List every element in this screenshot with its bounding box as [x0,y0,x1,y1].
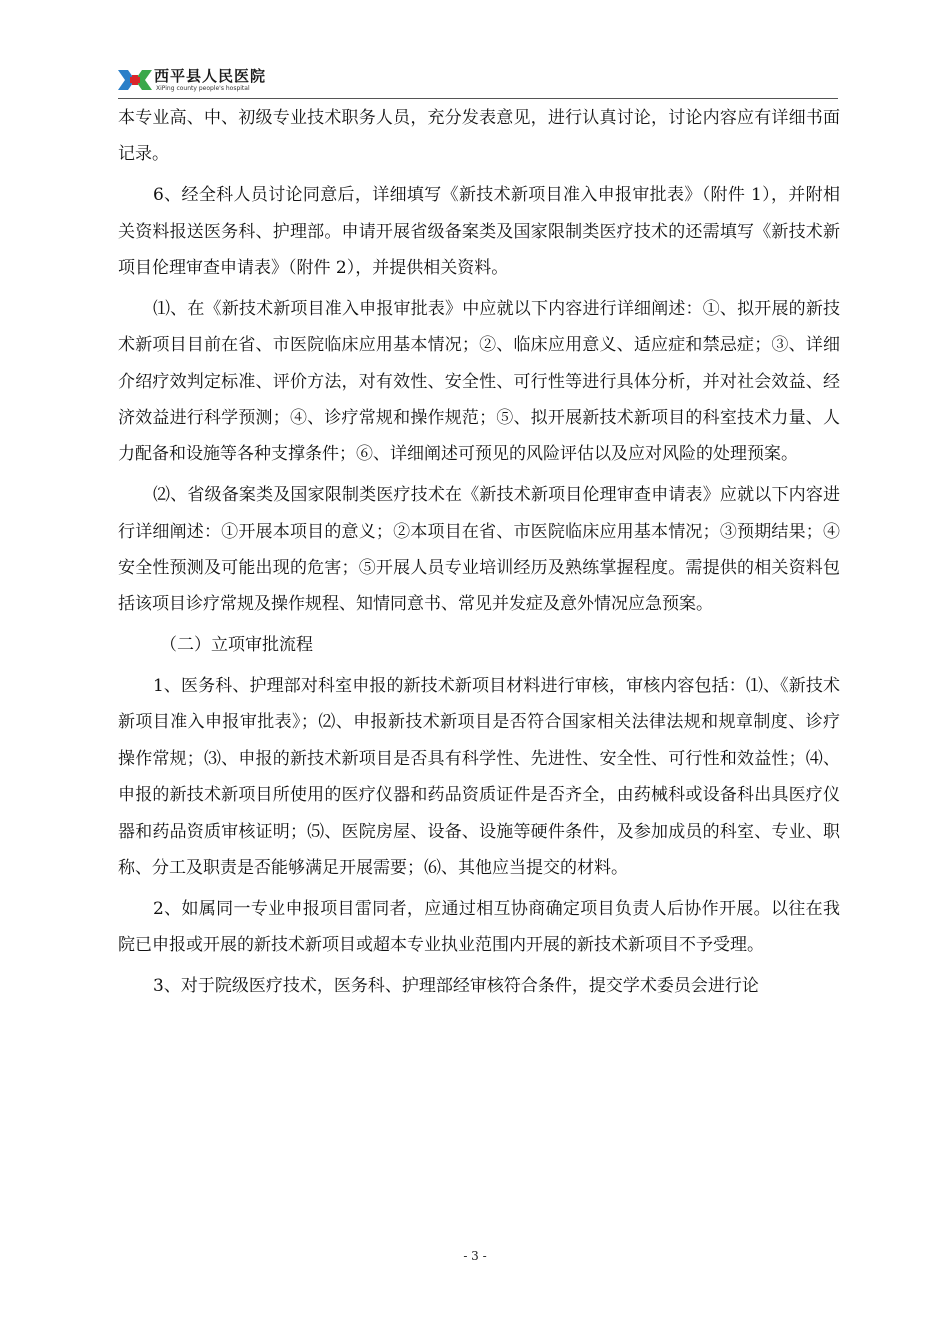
hospital-name-cn: 西平县人民医院 [154,67,267,85]
section-heading: （二）立项审批流程 [160,635,313,656]
paragraph-subitem-2: ⑵、省级备案类及国家限制类医疗技术在《新技术新项目伦理审查申请表》应就以下内容进行详细阐述：①开展本项目的意义；②本项目在省、市医院临床应用基本情况；③预期结果；④安全性预测及可能出现的危害；⑤开展人员专业培训经历及熟练掌握程度。需提供的相关资料包括该项目诊疗常规及操作规程、知情同意书、常见并发症及意外情况应急预案。 [118,485,840,615]
paragraph-item-6: 6、经全科人员讨论同意后，详细填写《新技术新项目准入申报审批表》（附件 1），并附相关资料报送医务科、护理部。申请开展省级备案类及国家限制类医疗技术的还需填写《新技术新项目伦理审查申请表》（附件 2），并提供相关资料。 [118,185,840,279]
hospital-logo-icon [118,66,152,94]
page-header [118,62,838,99]
page-number: - 3 - [463,1249,487,1263]
hospital-name-en: XiPing county people's hospital [156,85,250,92]
document-body [118,100,840,1009]
paragraph-step-1: 1、医务科、护理部对科室申报的新技术新项目材料进行审核，审核内容包括：⑴、《新技术新项目准入申报审批表》；⑵、申报新技术新项目是否符合国家相关法律法规和规章制度、诊疗操作常规；⑶、申报的新技术新项目是否具有科学性、先进性、安全性、可行性和效益性；⑷、申报的新技术新项目所使用的医疗仪器和药品资质证件是否齐全，由药械科或设备科出具医疗仪器和药品资质审核证明；⑸、医院房屋、设备、设施等硬件条件，及参加成员的科室、专业、职称、分工及职责是否能够满足开展需要；⑹、其他应当提交的材料。 [118,676,840,879]
paragraph-subitem-1: ⑴、在《新技术新项目准入申报审批表》中应就以下内容进行详细阐述：①、拟开展的新技术新项目目前在省、市医院临床应用基本情况；②、临床应用意义、适应症和禁忌症；③、详细介绍疗效判定标准、评价方法，对有效性、安全性、可行性等进行具体分析，并对社会效益、经济效益进行科学预测；④、诊疗常规和操作规范；⑤、拟开展新技术新项目的科室技术力量、人力配备和设施等各种支撑条件；⑥、详细阐述可预见的风险评估以及应对风险的处理预案。 [118,298,840,465]
paragraph-step-2: 2、如属同一专业申报项目雷同者，应通过相互协商确定项目负责人后协作开展。以往在我院已申报或开展的新技术新项目或超本专业执业范围内开展的新技术新项目不予受理。 [118,898,840,956]
paragraph-continuation: 本专业高、中、初级专业技术职务人员，充分发表意见，进行认真讨论，讨论内容应有详细书面记录。 [118,108,840,165]
paragraph-step-3: 3、对于院级医疗技术，医务科、护理部经审核符合条件，提交学术委员会进行论 [153,976,759,997]
